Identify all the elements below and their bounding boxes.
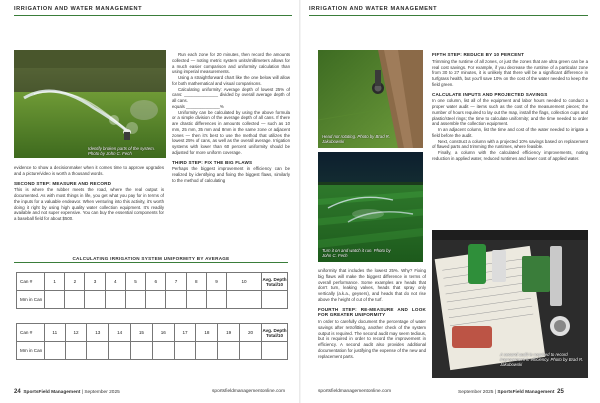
mm-entry-cell[interactable] [206, 291, 226, 309]
heading-calculate-inputs: CALCULATE INPUTS AND PROJECTED SAVINGS [432, 91, 548, 97]
mm-entry-cell[interactable] [87, 342, 109, 360]
uniformity-table-2 [16, 323, 288, 360]
photo1-caption: Identify broken parts of the system. Photo by John C. Fech [88, 146, 155, 157]
right-col2-para2: In one column, list all of the equipment and labor hours needed to conduct a proper water audit — items such as the cost of the measurement pieces; the number of hours required to lay out the map, install the flags, collection cups and plastic/steel rings; the time to calculate uniformity; and the time needed to order and assemble the collection equipment. [432, 98, 588, 127]
left-col1-para2: This is where the rubber meets the road, where the real output is documented. As with most things in life, you get what you pay for in terms of the inputs for a valuable endeavor. When venturing into this activity, it's worth doing it right by using high quality water collection equipment. It's readily available and not super expensive. You can buy the essential components for a baseball field for about $500. [14, 187, 164, 221]
left-divider: | [81, 390, 85, 395]
mm-entry-cell[interactable] [240, 342, 262, 360]
photo4-caption: A second audit is required to record improvement in efficiency. Photo by Brad R. Jakubowski [500, 352, 584, 368]
table-title: CALCULATING IRRIGATION SYSTEM UNIFORMITY BY AVERAGE [72, 256, 230, 261]
mm-entry-cell[interactable] [174, 342, 196, 360]
right-col2-para5: Finally, a column with the calculated efficiency improvements, noting reduction in applied water, reduced runtimes and lower cost of applied water. [432, 150, 588, 161]
right-col2-para4: Next, construct a column with a projected 10% savings based on replacement of flawed parts and trimming the runtimes, where feasible. [432, 138, 588, 150]
left-section-header: IRRIGATION AND WATER MANAGEMENT [14, 6, 143, 12]
table-row-can-numbers-2 [17, 324, 288, 342]
can-number-cell: 7 [166, 273, 186, 291]
right-column-1 [318, 268, 426, 359]
left-footer [14, 389, 120, 395]
photo-system-running [318, 152, 423, 262]
left-issue-date: September 2025 [84, 390, 120, 395]
left-col2-para2: Using a straightforward chart like the one below will allow for both mathematical and visual comparisons. [172, 75, 290, 86]
field-irrigation-image [318, 152, 423, 262]
photo2-caption: Head not rotating. Photo by Brad R. Jakubowski [322, 134, 391, 145]
heading-third-step: THIRD STEP: FIX THE BIG FLAWS [172, 159, 253, 165]
row-label-mm: Mm in Can [17, 291, 45, 309]
can-number-cell: 2 [65, 273, 85, 291]
mm-entry-cell[interactable] [166, 291, 186, 309]
heading-second-step: SECOND STEP: MEASURE AND RECORD [14, 180, 112, 186]
left-col2-para3: Calculating uniformity: Average depth of lowest 25% of cans: ______________ divided by overall average depth of all cans. [172, 86, 290, 103]
heading-fourth-step: FOURTH STEP: RE-MEASURE AND LOOK FOR GREATER UNIFORMITY [318, 306, 426, 318]
photo3-caption: Turn it on and watch it run. Photo by John C. Fech [322, 248, 391, 259]
left-col2-para3b: equals ______________% [172, 103, 224, 109]
can-number-cell: 5 [125, 273, 145, 291]
sprinkler-spray-image [14, 50, 166, 158]
mm-entry-cell[interactable] [218, 342, 240, 360]
can-number-cell: 15 [131, 324, 153, 342]
row-label-can: Can # [17, 273, 45, 291]
can-number-cell: 13 [87, 324, 109, 342]
row-label-mm: Mm in Can [17, 342, 45, 360]
right-header-rule [309, 15, 588, 16]
left-col2-para5: Perhaps the biggest improvement in efficiency can be realized by identifying and fixing the biggest flaws, similarly to the method of calculating [172, 166, 290, 183]
left-column-2 [172, 52, 290, 184]
photo-broken-sprinkler [14, 50, 166, 158]
mm-entry-cell[interactable] [146, 291, 166, 309]
avg-depth-header: Avg. Depth Total/10 [262, 273, 288, 291]
can-number-cell: 3 [85, 273, 105, 291]
left-page-number: 24 [14, 389, 21, 395]
can-number-cell: 6 [146, 273, 166, 291]
mm-entry-cell[interactable] [109, 342, 131, 360]
mm-entry-cell[interactable] [227, 291, 262, 309]
right-divider: | [494, 390, 498, 395]
left-col2-para1: Run each zone for 20 minutes, then record the amounts collected — noting metric system units/millimeters allows for a much easier comparison and uniformity calculation than using imperial measurements. [172, 52, 290, 75]
can-number-cell: 8 [186, 273, 206, 291]
can-number-cell: 9 [206, 273, 226, 291]
mm-entry-cell[interactable] [196, 342, 218, 360]
can-number-cell: 11 [45, 324, 66, 342]
can-number-cell: 4 [105, 273, 125, 291]
can-number-cell: 12 [65, 324, 87, 342]
row-label-can: Can # [17, 324, 45, 342]
mm-entry-cell[interactable] [131, 342, 153, 360]
right-column-2 [432, 52, 588, 162]
mm-entry-cell[interactable] [65, 291, 85, 309]
can-number-cell: 18 [196, 324, 218, 342]
mm-entry-cell[interactable] [125, 291, 145, 309]
table-row-mm-2 [17, 342, 288, 360]
right-col2-para3: In an adjacent column, list the time and cost of the water needed to irrigate a field before the audit. [432, 127, 588, 138]
right-footer [458, 389, 564, 395]
can-number-cell: 10 [227, 273, 262, 291]
can-number-cell: 1 [45, 273, 65, 291]
right-issue-date: September 2025 [458, 390, 494, 395]
right-col2-para1: Trimming the runtime of all zones, or just the zones that are ultra green can be a real cost savings. For example, if you decrease the runtime of a particular zone from 30 to 27 minutes, it is unlikely that there will be a significant difference in turfgrass health, but you'll save 10% on the cost of the water needed to keep the field green. [432, 58, 588, 87]
mm-entry-cell[interactable] [45, 342, 66, 360]
page-gutter [299, 0, 301, 403]
left-column-1 [14, 165, 164, 222]
right-page-number: 25 [557, 389, 564, 395]
right-col1-para1: uniformity that includes the lowest 25%. Why? Fixing big flaws will make the biggest difference in terms of overall performance. Some examples are heads that don't turn, leaking valves, heads that spray only vertically (a.k.a., geysers), and heads that do not rise above the height of cut of the turf. [318, 268, 426, 302]
mm-entry-cell[interactable] [65, 342, 87, 360]
avg-depth-entry[interactable] [262, 291, 288, 309]
right-section-header: IRRIGATION AND WATER MANAGEMENT [309, 6, 438, 12]
left-footer-url[interactable]: sportsfieldmanagementonline.com [212, 389, 286, 394]
mm-entry-cell[interactable] [45, 291, 65, 309]
heading-fifth-step: FIFTH STEP: REDUCE BY 10 PERCENT [432, 52, 525, 57]
right-col1-para2: In order to carefully document the percentage of water savings after retrofitting, another check of the system output is required. The second audit may seem tedious, but is required in order to record the improvement in efficiency. A second audit also provides additional documentation for justifying the expense of the new and replacement parts. [318, 319, 426, 359]
table-title-rule [14, 262, 288, 263]
can-number-cell: 20 [240, 324, 262, 342]
mm-entry-cell[interactable] [105, 291, 125, 309]
can-number-cell: 19 [218, 324, 240, 342]
table-row-can-numbers-1 [17, 273, 288, 291]
can-number-cell: 17 [174, 324, 196, 342]
can-number-cell: 14 [109, 324, 131, 342]
mm-entry-cell[interactable] [186, 291, 206, 309]
left-col1-para1: evidence to show a decisionmaker when it comes time to approve upgrades and a picture/video is worth a thousand words. [14, 165, 164, 176]
can-number-cell: 16 [152, 324, 174, 342]
table-row-mm-1 [17, 291, 288, 309]
left-col2-para4: Uniformity can be calculated by using the above formula or a simple division of the average depth of all cans. If there are drastic differences in amounts collected — such as 10 mm, 25 mm, 35 mm and 8mm in the same zone or adjacent zones — then it's best to use the method that utilizes the lowest 25% of cans, as well as the overall average. Irrigation systems with lower than 60 percent uniformity should be adjusted for more uniform coverage. [172, 109, 290, 155]
mm-entry-cell[interactable] [152, 342, 174, 360]
right-magazine-name: SportsField Management [497, 390, 555, 395]
avg-depth-header: Avg. Depth Total/10 [262, 324, 288, 342]
uniformity-table-1 [16, 272, 288, 309]
right-footer-url[interactable]: sportsfieldmanagementonline.com [318, 389, 392, 394]
mm-entry-cell[interactable] [85, 291, 105, 309]
left-magazine-name: SportsField Management [23, 390, 81, 395]
left-header-rule [14, 15, 292, 16]
avg-depth-entry[interactable] [262, 342, 288, 360]
